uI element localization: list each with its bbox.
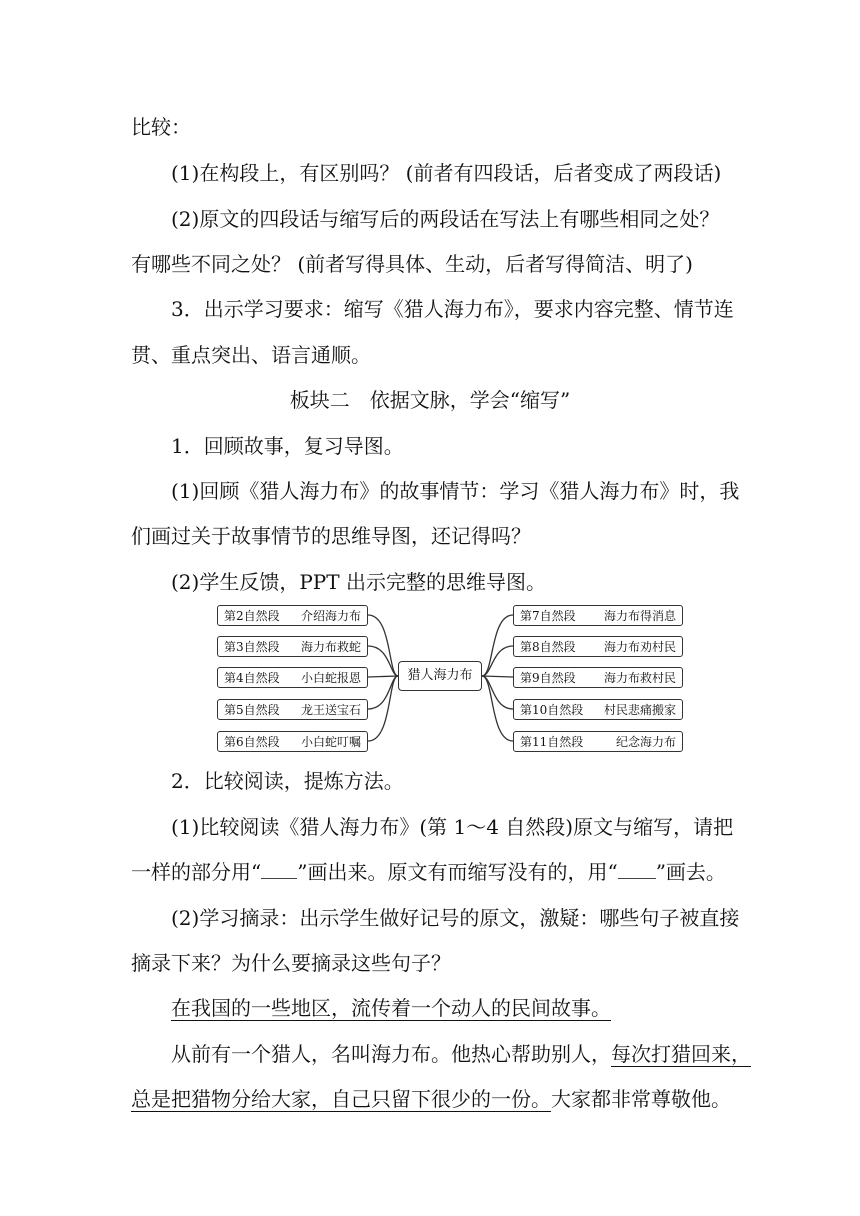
section-heading: 板块二 依据文脉，学会“缩写” xyxy=(289,388,571,412)
node-text: 海力布救蛇 xyxy=(300,640,361,654)
text-line: 2．比较阅读，提炼方法。 xyxy=(171,769,404,793)
mind-map-node xyxy=(513,699,683,720)
mind-map-center: 猎人海力布 xyxy=(398,661,482,691)
mind-map-node xyxy=(217,731,368,752)
text-line xyxy=(171,1040,751,1068)
mind-map-node xyxy=(217,699,368,720)
underlined-sentence: 总是把猎物分给大家，自己只留下很少的一份。 xyxy=(131,1087,551,1111)
text-line: 3．出示学习要求：缩写《猎人海力布》，要求内容完整、情节连 xyxy=(171,297,734,321)
mind-map-node xyxy=(513,605,683,626)
mind-map-node xyxy=(217,605,368,626)
node-text: 小白蛇叮嘱 xyxy=(300,735,361,749)
text-segment: 一样的部分用“ xyxy=(131,860,262,884)
node-text: 村民悲痛搬家 xyxy=(603,703,676,717)
text-segment: 从前有一个猎人，名叫海力布。他热心帮助别人， xyxy=(171,1042,611,1066)
text-line: (2)原文的四段话与缩写后的两段话在写法上有哪些相同之处？ xyxy=(171,207,720,231)
text-line: 们画过关于故事情节的思维导图，还记得吗？ xyxy=(131,524,531,548)
node-paragraph: 第3自然段 xyxy=(224,640,280,654)
node-paragraph: 第8自然段 xyxy=(520,640,576,654)
node-text: 纪念海力布 xyxy=(615,735,676,749)
node-paragraph: 第4自然段 xyxy=(224,671,280,685)
node-text: 龙王送宝石 xyxy=(300,703,361,717)
node-text: 海力布劝村民 xyxy=(603,640,676,654)
node-text: 小白蛇报恩 xyxy=(300,671,361,685)
text-line: (1)回顾《猎人海力布》的故事情节：学习《猎人海力布》时，我 xyxy=(171,479,740,503)
text-line: 贯、重点突出、语言通顺。 xyxy=(131,343,371,367)
text-line: 摘录下来？为什么要摘录这些句子？ xyxy=(131,951,451,975)
mind-map-node xyxy=(217,667,368,688)
mind-map-node xyxy=(217,636,368,657)
text-segment: ”画出来。原文有而缩写没有的，用“ xyxy=(297,860,618,884)
mind-map-node xyxy=(513,731,683,752)
node-paragraph: 第7自然段 xyxy=(520,609,576,623)
underlined-sentence: 在我国的一些地区，流传着一个动人的民间故事。 xyxy=(171,996,611,1020)
text-line: (1)比较阅读《猎人海力布》(第 1～4 自然段)原文与缩写，请把 xyxy=(171,815,734,839)
node-paragraph: 第11自然段 xyxy=(520,735,584,749)
node-paragraph: 第5自然段 xyxy=(224,703,280,717)
text-line: (2)学习摘录：出示学生做好记号的原文，激疑：哪些句子被直接 xyxy=(171,906,740,930)
text-line: (1)在构段上，有区别吗？ (前者有四段话，后者变成了两段话) xyxy=(171,161,722,185)
node-paragraph: 第6自然段 xyxy=(224,735,280,749)
mind-map-node xyxy=(513,667,683,688)
text-segment: 大家都非常尊敬他。 xyxy=(551,1087,731,1111)
text-line: (2)学生反馈，PPT 出示完整的思维导图。 xyxy=(171,570,546,594)
text-line: 1．回顾故事，复习导图。 xyxy=(171,434,404,458)
node-text: 海力布得消息 xyxy=(603,609,676,623)
text-line xyxy=(131,1085,731,1113)
text-line xyxy=(171,994,611,1022)
text-line xyxy=(131,858,726,886)
node-text: 介绍海力布 xyxy=(300,609,361,623)
mind-map-node xyxy=(513,636,683,657)
underline-blank xyxy=(261,860,297,879)
text-segment: ”画去。 xyxy=(655,860,726,884)
strike-blank xyxy=(618,860,656,879)
node-paragraph: 第2自然段 xyxy=(224,609,280,623)
text-line: 有哪些不同之处？ (前者写得具体、生动，后者写得简洁、明了) xyxy=(131,252,693,276)
text-line: 比较： xyxy=(131,115,191,139)
node-paragraph: 第10自然段 xyxy=(520,703,584,717)
underlined-sentence: 每次打猎回来， xyxy=(611,1042,751,1066)
node-paragraph: 第9自然段 xyxy=(520,671,576,685)
node-text: 海力布救村民 xyxy=(603,671,676,685)
